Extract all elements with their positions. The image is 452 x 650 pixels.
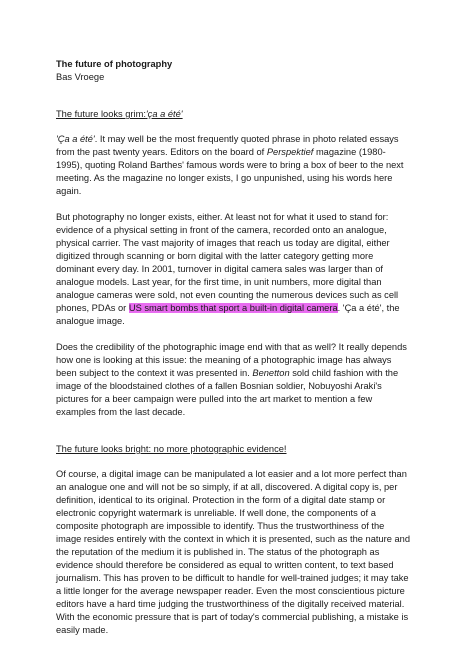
- section-heading-bright: The future looks bright: no more photographic evidence!: [56, 444, 287, 454]
- paragraph-1-text-a: . It may well be the most frequently quoted phrase in photo related essays from the past twenty years. Editors on the board of: [56, 134, 399, 157]
- paragraph-2-text-b: . 'Ça a été', the analogue image.: [56, 303, 400, 326]
- document-author: Bas Vroege: [56, 72, 105, 82]
- highlighted-text[interactable]: US smart bombs that sport a built-in digital camera: [128, 303, 338, 313]
- paragraph-2-text-a: But photography no longer exists, either. At least not for what it used to stand for: evidence of a physical setting in front of the camera, recorded onto an analogue, physical carrier. The vast majority of images that reach us today are digital, either digitized through scanning or born digital with the latter category getting more dominant every day. In 2001, turnover in digital camera sales was larger than of analogue models. Last year, for the first time, in unit numbers, more digital than analogue cameras were sold, not even counting the numerous devices such as cell phones, PDAs or: [56, 212, 399, 313]
- paragraph-3-text-b: sold child fashion with the image of the bloodstained clothes of a fallen Bosnian soldier, Nobuyoshi Araki's pictures for a beer campaign were pulled into the art market to mention a few examples from the last decade.: [56, 368, 399, 417]
- paragraph-3-text-a: Does the credibility of the photographic image end with that as well? It really depends how one is looking at this issue: the meaning of a photographic image has always been subject to the context it was presented in.: [56, 342, 407, 378]
- document-page: [56, 58, 412, 650]
- document-title: The future of photography: [56, 59, 173, 69]
- section-heading-quote: 'ça a été': [145, 109, 183, 119]
- paragraph-1-text-b: magazine (1980-1995), quoting Roland Barthes' famous words were to bring a box of beer to the next meeting. As the magazine no longer exists, I go unpunished, using his words here again.: [56, 147, 404, 196]
- paragraph-2: [56, 211, 412, 328]
- paragraph-3: [56, 341, 412, 419]
- paragraph-1: [56, 133, 412, 198]
- section-heading-grim: [56, 108, 412, 121]
- section-heading-prefix: The future looks grim:: [56, 109, 146, 119]
- brand-name: Benetton: [252, 368, 290, 378]
- magazine-name: Perspektief: [266, 147, 314, 157]
- paragraph-4: Of course, a digital image can be manipulated a lot easier and a lot more perfect than an analogue one and will not be so simply, if at all, discovered. A digital copy is, per definition, identical to its original. Protection in the form of a digital date stamp or electronic copyright watermark is unreliable. If well done, the components of a composite photograph are impossible to identify. Thus the trustworthiness of the image resides entirely with the context in which it is presented, such as the nature and the reputation of the medium it is published in. The status of the photograph as evidence should therefore be considered as equal to written content, to text based journalism. This has proven to be difficult to handle for well-trained judges; it may take a little longer for the average newspaper reader. Even the most conscientious picture editors have a hard time judging the trustworthiness of the digitally received material. With the economic pressure that is part of today's commercial publishing, a mistake is easily made.: [56, 469, 410, 635]
- quote-ca-a-ete: 'Ça a été': [56, 134, 95, 144]
- section-spacer: [56, 432, 412, 443]
